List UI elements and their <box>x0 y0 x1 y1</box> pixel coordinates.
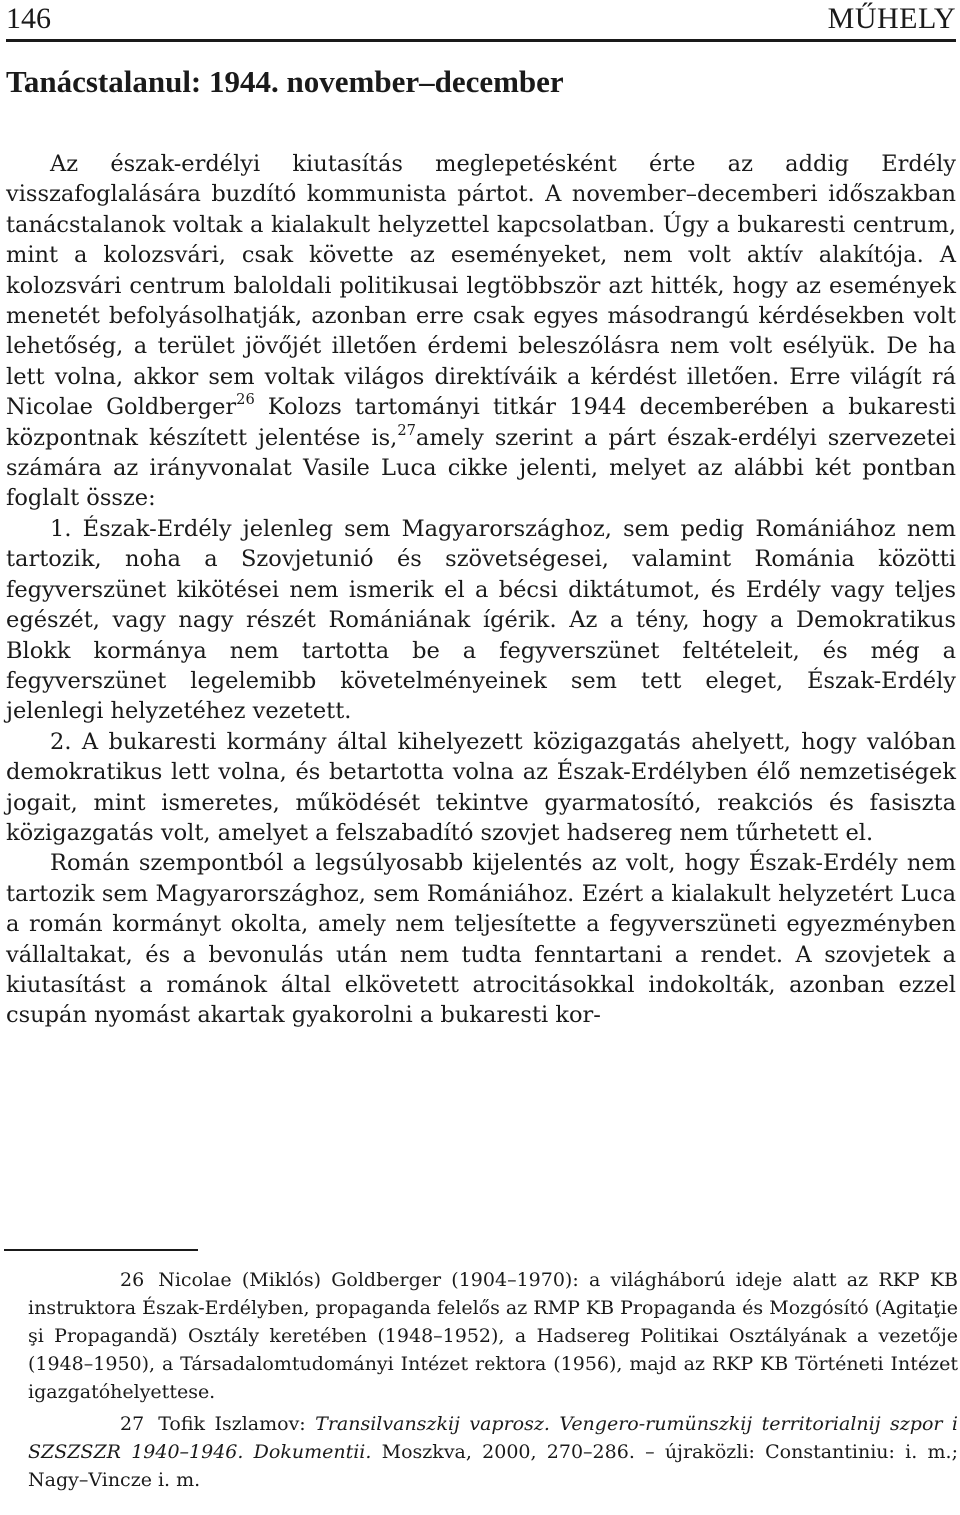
footnote-27 <box>28 1410 958 1494</box>
footnote-reference-27: 27 <box>397 421 416 439</box>
paragraph-text: Az észak-erdélyi kiutasítás meglepetésként érte az addig Erdély visszafoglalására buzdító kommunista pártot. A november–decemberi időszakban tanácstalanok voltak a kialakult helyzettel kapcsolatban. Úgy a bukaresti centrum, mint a kolozsvári, csak követte az eseményeket, nem volt aktív alakítója. A kolozsvári centrum baloldali politikusai legtöbbször azt hitték, hogy az események menetét befolyásolhatják, azonban erre csak egyes másodrangú kérdésekben volt lehetőség, a terület jövőjét illetően érdemi beleszólásra nem volt esélyük. De ha lett volna, akkor sem voltak világos direktíváik a kérdést illetően. Erre világít rá Nicolae Goldberger <box>6 151 956 421</box>
paragraph-text: Kolozs tartományi titkár 1944 decemberében a bukaresti központnak készített jelentése is, <box>6 394 956 451</box>
paragraph-point-2: 2. A bukaresti kormány által kihelyezett közigazgatás ahelyett, hogy valóban demokratikus lett volna, és betartotta volna az Észak-Erdélyben élő nemzetiségek jogait, mint ismeretes, működését tekintve gyarmatosító, reakciós és fasiszta közigazgatás volt, amelyet a felszabadító szovjet hadsereg nem tűrhetett el. <box>6 728 956 846</box>
running-header <box>6 0 956 40</box>
pen-underline-mark <box>4 1249 198 1251</box>
section-heading: Tanácstalanul: 1944. november–december <box>6 64 564 99</box>
paragraph-point-1: 1. Észak-Erdély jelenleg sem Magyarországhoz, sem pedig Romániához nem tartozik, noha a Szovjetunió és szövetségesei, valamint Románia közötti fegyverszünet kikötései nem ismerik el a bécsi diktátumot, és Erdély vagy teljes egészét, vagy nagy részét Romániának ígérik. Az a tény, hogy a Demokratikus Blokk kormánya nem tartotta be a fegyverszünet feltételeit, és még a fegyverszünet legelemibb követelményeinek sem tett eleget, Észak-Erdély jelenlegi helyzetéhez vezetett. <box>6 515 956 725</box>
paragraph-intro <box>6 149 956 514</box>
header-rule <box>6 39 956 42</box>
footnotes <box>28 1266 958 1494</box>
footnote-reference-26: 26 <box>236 391 255 409</box>
footnote-author: Tofik Iszlamov: <box>158 1413 316 1435</box>
paragraph-conclusion: Román szempontból a legsúlyosabb kijelentés az volt, hogy Észak-Erdély nem tartozik sem Magyarországhoz, sem Romániához. Ezért a kialakult helyzetért Luca a román kormányt okolta, amely nem teljesítette a fegyverszüneti egyezményben vállaltakat, és a bevonulás után nem tudta fenntartani a rendet. A szovjetek a kiutasítást a románok által elkövetett atrocitásokkal indokolták, azonban ezzel csupán nyomást akartak gyakorolni a bukaresti kor- <box>6 850 956 1029</box>
footnote-26 <box>28 1266 958 1406</box>
footnote-number: 26 <box>120 1269 145 1291</box>
paragraph-text: amely szerint a párt észak-erdélyi szervezetei számára az irányvonalat Vasile Luca cikke jelenti, melyet az alábbi két pontban foglalt össze: <box>6 424 956 512</box>
journal-section-title: MŰHELY <box>827 2 956 35</box>
body-text <box>6 149 956 1031</box>
page-number: 146 <box>6 2 51 35</box>
footnote-number: 27 <box>120 1413 145 1435</box>
footnote-source-title: Transilvanszkij vaprosz. Vengero-rumünszkij territorialnij szpor i SZSZSZR 1940–1946. Dokumentii. <box>28 1413 958 1463</box>
footnote-text: Nicolae (Miklós) Goldberger (1904–1970): a világháború ideje alatt az RKP KB instruktora Észak-Erdélyben, propaganda felelős az RMP KB Propaganda és Mozgósító (Agitaţie şi Propagandă) Osztály keretében (1948–1952), a Hadsereg Politikai Osztályának a vezetője (1948–1950), a Társadalomtudományi Intézet rektora (1956), majd az RKP KB Történeti Intézet igazgatóhelyettese. <box>28 1269 958 1403</box>
footnote-text: Moszkva, 2000, 270–286. – újraközli: Constantiniu: i. m.; Nagy–Vincze i. m. <box>28 1441 958 1491</box>
